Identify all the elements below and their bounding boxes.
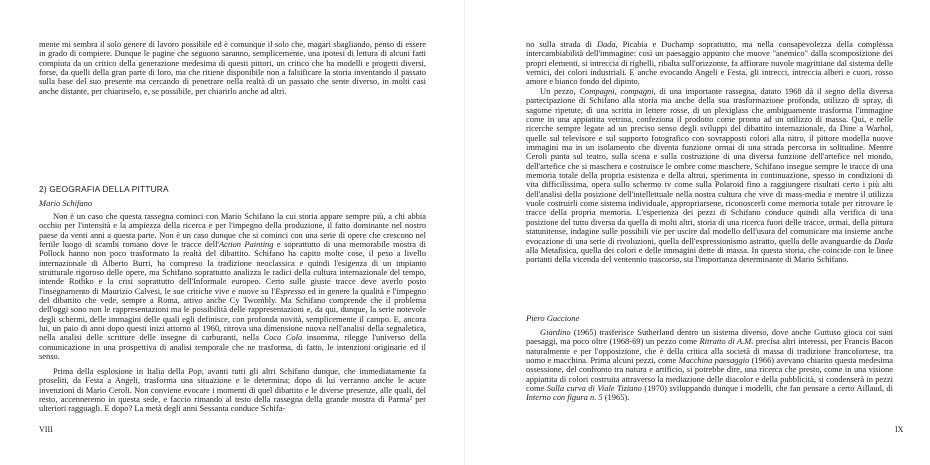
- italic-run: Dada: [874, 235, 893, 246]
- text-run: (1965).: [602, 392, 630, 403]
- italic-run: Giardino: [540, 327, 571, 337]
- body-paragraph-schifano-1: [39, 212, 426, 362]
- right-page: [465, 0, 930, 465]
- text-run: no sulla strada di: [526, 39, 597, 49]
- italic-run: Ritratto di A.M.: [699, 336, 754, 347]
- page-number-right: IX: [895, 425, 904, 434]
- body-paragraph-guccione: [526, 328, 893, 403]
- opening-paragraph: mente mi sembra il solo genere di lavoro possibile ed è comunque il solo che, magari sbagliando, penso di essere in grado di compiere. Dunque le pagine che seguono saranno, semplicemente, una ipotesi di lettura di alcuni fatti compiuta da un critico della generazione medesima di questi pittori, un critico che ha modelli e progetti diversi, forse, da quelli della gran parte di loro, ma che ritiene disponibile non a falsificare la storia inventando il passato sulla base del suo presente ma cercando di penetrare nella realtà di un passato che sente diverso, in molti casi anche distante, per chiarirselo, e, se possibile, per chiarirlo anche ad altri.: [39, 39, 426, 96]
- section-heading: 2) GEOGRAFIA DELLA PITTURA: [39, 184, 169, 194]
- body-paragraph-schifano-2: [39, 367, 426, 414]
- italic-run: Sulla curva di Viale Tiziano: [546, 383, 642, 394]
- text-run: Un pezzo,: [540, 86, 580, 96]
- body-paragraph-compagni: [526, 87, 893, 265]
- text-run: , avanti tutti gli altri Schifano dunque, che immediatamente fa proseliti, da Festa a Angeli, trasforma una situazione e le determina; dopo di lui verranno anche le acute invenzioni di Mario Ceroli. Non conviene evocare i momenti di quel dibattito e le diverse presenze, alle quali, del resto, accenneremo in questa sede, e faccio rimando al testo della rassegna della grande mostra di Parma² per ulteriori ragguagli. E dopo? La metà degli anni Sessanta conduce Schifa-: [39, 366, 426, 414]
- text-run: precisa altri interessi, per Francis Bacon naturalmente e per l'opposizione, che è della critica alla società di massa di tradizione francofortese, tra uomo e macchina. Prima alcuni pezzi, come: [526, 336, 893, 366]
- italic-run: Macchina paesaggio: [678, 355, 750, 366]
- text-run: ed in genere la qualità e l'impegno del dibattito che vede, sempre a Roma, attivo anche Cy Twombly. Ma Schifano comprende che il problema dell'oggi sono non le rappresentazioni ma le possibilità delle rappresentazioni e, da qui, dunque, la serie notevole degli schermi, delle immagini delle quali egli definisce, con profonda novità, semplicemente il campo. E, ancora lui, un paio di anni dopo questi inizi attorno al 1960, ritrova una dimensione nuova nell'analisi della segnaletica, nella analisi delle scritture delle insegne di carburanti, nella: [39, 285, 426, 343]
- italic-run: Compagni, compagni: [579, 86, 654, 96]
- text-run: Non è un caso che questa rassegna cominci con Mario Schifano la cui storia appare sempre più, a chi abbia occhio per l'intensità e la ampiezza della ricerca e per l'impegno della produzione, il fatto dominante nel nostro paese da venti anni a questa parte. Non è un caso dunque che si cominci con una serie di opere che crescono nel fertile luogo di scambi romano dove le tracce dell': [39, 211, 426, 250]
- italic-run: Interno con figura n. 5: [526, 392, 603, 403]
- italic-run: Pop: [188, 366, 202, 376]
- text-run: insomma, rilegge l'universo della comunicazione in una prospettiva di analisi temporale che ne trasforma, di fatto, le intenzioni originarie ed il senso.: [39, 332, 426, 362]
- page-number-left: VIII: [39, 425, 53, 434]
- italic-run: Espresso: [275, 285, 306, 296]
- text-run: Prima della esplosione in Italia della: [53, 366, 189, 376]
- italic-run: Coca Cola: [263, 332, 303, 343]
- subheading-piero-guccione: Piero Guccione: [526, 313, 580, 323]
- text-run: , Picabia e Duchamp soprattutto, ma nella consapevolezza della complessa intercambiabilità dell'immagine: così un paesaggio appunto che muove "anemico" dalla scomposizione dei propri elementi, si intreccia di righelli, ribalta sull'orizzonte, fa affiorare nuvole magrittiane dal sistema delle vernici, dei colori industriali. E anche evocando Angeli e Festa, gli intrecci, intreccia alberi e cuori, rosso amore e bianco fondo del dipinto.: [526, 39, 893, 87]
- body-paragraph-dada: [526, 40, 893, 87]
- subheading-mario-schifano: Mario Schifano: [39, 198, 93, 208]
- text-run: e soprattutto di una memorabile mostra di Pollock hanno non poco trasformato la realtà del dibattito. Schifano ha capito molte cose, il peso a livello internazionale di Alberto Burri, ha compreso la tradizione neoclassica e quindi l'esigenza di un impianto strutturale rigoroso delle opere, ma Schifano soprattutto analizza le radici della cultura internazionale del tempo, intende Rothko e la crisi soprattutto dell'Informale europeo. Certo sulle giuste tracce deve averlo posto l'insegnamento di Maurizio Calvesi, le sue critiche vive e nuove su l': [39, 239, 426, 296]
- italic-run: Dada: [596, 39, 616, 49]
- italic-run: Action Painting: [218, 239, 274, 250]
- text-run: , di una importante rassegna, datato 1968 dà il segno della diversa partecipazione di Schifano alla storia ma anche della sua trasformazione profonda, utilizzo di spray, di sagome ripetute, di una scritta in lettere rosse, di un plexiglass che ambiguamente trasforma l'immagine come in una appiattita vetrina, confeziona il prodotto come pronto ad un utilizzo di massa. Qui, e nelle ricerche sempre legate ad un preciso senso degli sviluppi del dibattito internazionale, da Dine a Warhol, quelle sul televisore e sul supporto fotografico con sovrapposti colori alla nitro, il pittore modella nuove immagini ma in un isolamento che diventa funzione ormai di una strada percorsa in solitudine. Mentre Ceroli punta sul teatro, sulla scena e sulla costruzione di una diversa funzione dell'artefice nel mondo, dell'artefice che si maschera e costruisce le ombre come maschere, Schifano insegue sempre le tracce di una memoria totale della propria esistenza e della altrui, sperimenta in continuazione, spesso in condizioni di vita difficilissima, opera sullo schermo tv come sulla Polaroid fino a raggiungere risultati certo i più alti dell'analisi della posizione dell'intellettuale nella nostra cultura che vive di mass-media e mentre il utilizza vuole costruirli come sistema individuale, appropriarsene, riconoscerli come memoria totale per ritrovare le tracce della propria memoria. L'esperienza dei pezzi di Schifano conduce quindi alla verifica di una posizione del tutto diversa da quella di molti altri, storia di una ricerca fuori delle tracce, ormai, della pittura statunitense, indagine sulle possibili vie per uscire dal modello dell'usura del comunicare ma insieme anche evocazione di una serie di rivoluzioni, quella dell'espressionismo astratto, quella delle avanguardie da: [526, 86, 893, 246]
- text-run: (1970) sviluppando dunque i modelli, che fan pensare a certo Aillaud, di: [641, 383, 893, 394]
- text-run: (1965) trasferisce Sutherland dentro un sistema diverso, dove anche Guttuso gioca coi suoi paesaggi, ma poco oltre (1968-69) un pezzo come: [526, 327, 893, 347]
- text-run: (1966) avevano chiarito questa medesima ossessione, del confronto tra natura e artificio, si potrebbe dire, una ricerca che presto, come in una visione appiattita di colori costruita attraverso la mediazione delle diacolor e della pubblicità, si condenserà in pezzi come: [526, 355, 893, 394]
- text-run: alla Metafisica, quella dei colori e delle immagini dette di massa. In questa storia, che coincide con le linee portanti della vicenda del ventennio trascorso, sta l'importanza determinante di Mario Schifano.: [526, 244, 893, 265]
